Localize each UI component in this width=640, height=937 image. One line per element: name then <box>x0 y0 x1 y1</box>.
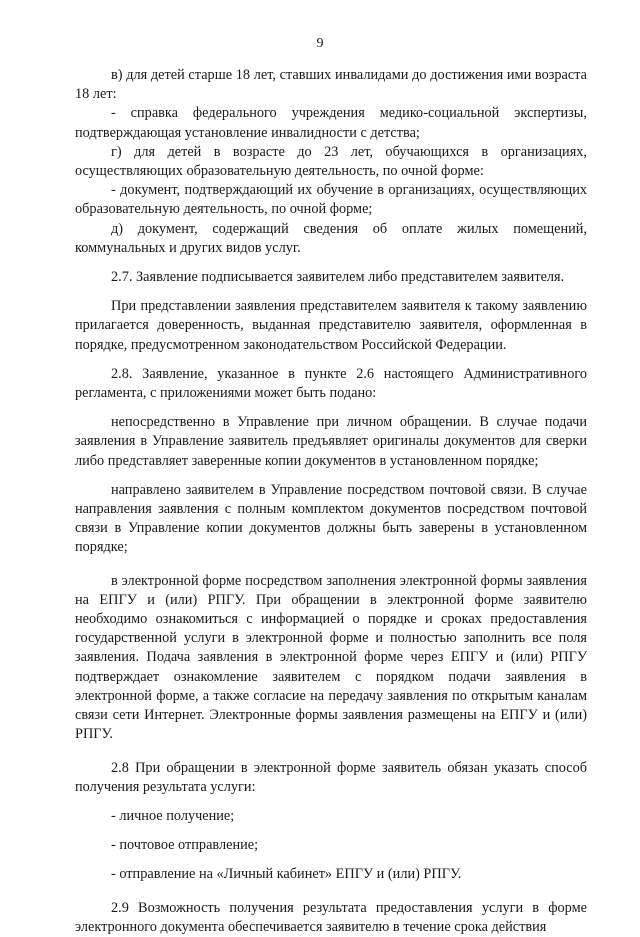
list-item-personal-receipt: - личное получение; <box>111 807 235 824</box>
paragraph-mse-certificate: - справка федерального учреждения медико-социальной экспертизы, подтверждающая установление инвалидности с детства; <box>75 105 587 141</box>
list-item-postal-delivery: - почтовое отправление; <box>111 837 259 854</box>
paragraph-personal-submission: непосредственно в Управление при личном обращении. В случае подачи заявления в Управление заявитель предъявляет оригиналы документов для сверки либо представляет заверенные копии документов в установленном порядке; <box>75 414 587 469</box>
paragraph-postal-submission: направлено заявителем в Управление посредством почтовой связи. В случае направления заявления с полным комплектом документов посредством почтовой связи в Управление копии документов должны быть заверены в установленном порядке; <box>75 481 587 556</box>
paragraph-disabled-children-over-18: в) для детей старше 18 лет, ставших инвалидами до достижения ими возраста 18 лет: <box>75 67 587 103</box>
paragraph-students-under-23: г) для детей в возрасте до 23 лет, обучающихся в организациях, осуществляющих образовательную деятельность, по очной форме: <box>75 143 587 180</box>
paragraph-2-8: 2.8. Заявление, указанное в пункте 2.6 настоящего Административного регламента, с приложениями может быть подано: <box>75 365 587 402</box>
list-item-personal-cabinet: - отправление на «Личный кабинет» ЕПГУ и (или) РПГУ. <box>111 866 462 883</box>
paragraph-representative: При представлении заявления представителем заявителя к такому заявлению прилагается доверенность, выданная представителю заявителя, оформленная в порядке, предусмотренном законодательством Российской Федерации. <box>75 298 587 353</box>
paragraph-electronic-submission: в электронной форме посредством заполнения электронной формы заявления на ЕПГУ и (или) РПГУ. При обращении в электронной форме заявителю необходимо ознакомиться с информацией о порядке и сроках предоставления государственной услуги в электронной форме и полностью заполнить все поля заявления. Подача заявления в электронной форме через ЕПГУ и (или) РПГУ подтверждает ознакомление заявителем с порядком подачи заявления в электронной форме, а также согласие на передачу заявления по открытым каналам связи сети Интернет. Электронные формы заявления размещены на ЕПГУ и (или) РПГУ. <box>75 572 587 743</box>
document-body <box>75 66 587 937</box>
paragraph-2-9: 2.9 Возможность получения результата предоставления услуги в форме электронного документа обеспечивается заявителю в течение срока действия <box>75 899 587 935</box>
paragraph-2-7: 2.7. Заявление подписывается заявителем либо представителем заявителя. <box>111 269 565 286</box>
page-number: 9 <box>316 36 324 51</box>
paragraph-2-8-result-method: 2.8 При обращении в электронной форме заявитель обязан указать способ получения результата услуги: <box>75 759 587 795</box>
paragraph-study-document: - документ, подтверждающий их обучение в организациях, осуществляющих образовательную деятельность, по очной форме; <box>75 182 587 218</box>
paragraph-utility-payments: д) документ, содержащий сведения об оплате жилых помещений, коммунальных и других видов услуг. <box>75 220 587 256</box>
